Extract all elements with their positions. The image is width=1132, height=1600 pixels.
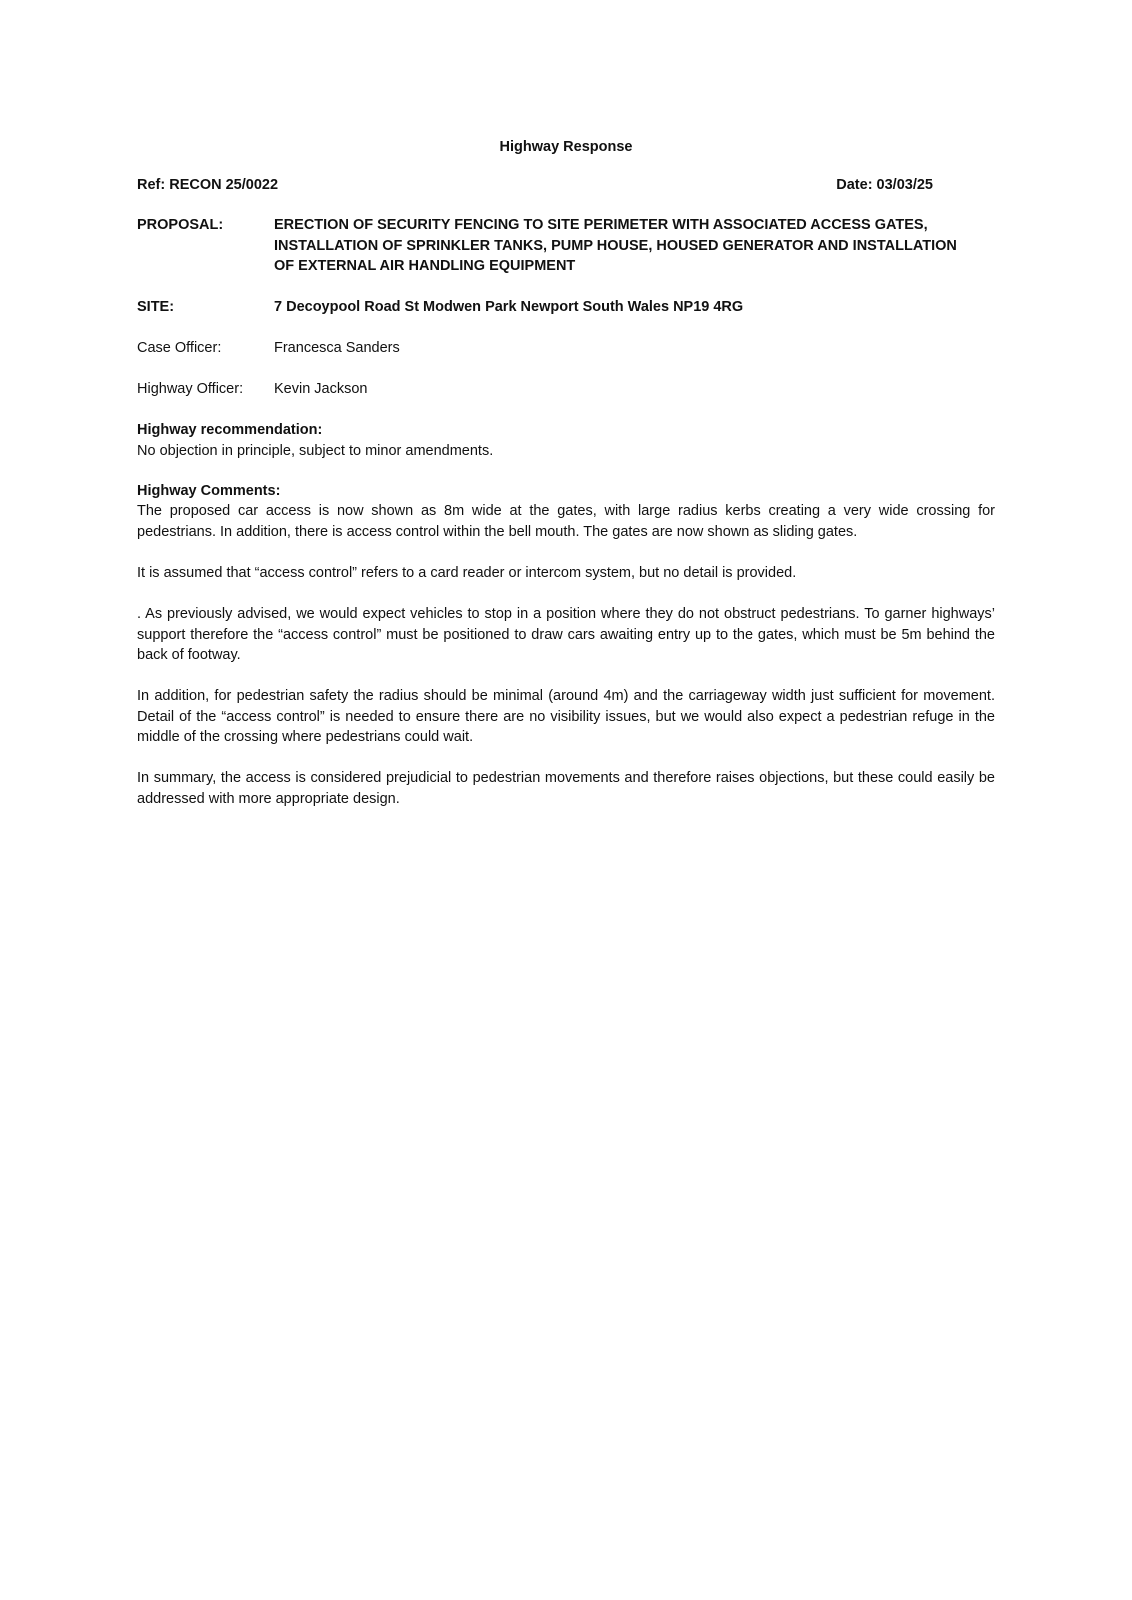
recommendation-section — [137, 420, 995, 461]
highway-officer-value: Kevin Jackson — [274, 381, 368, 397]
highway-officer-field — [137, 379, 997, 400]
proposal-field — [137, 215, 997, 277]
reference-number: Ref: RECON 25/0022 — [137, 177, 279, 193]
comment-paragraph: It is assumed that “access control” refers to a card reader or intercom system, but no detail is provided. — [137, 565, 797, 581]
site-label: SITE: — [137, 299, 175, 315]
case-officer-label: Case Officer: — [137, 340, 222, 356]
comment-paragraph: In addition, for pedestrian safety the radius should be minimal (around 4m) and the carriageway width just sufficient for movement. Detail of the “access control” is needed to ensure there are no visibility issues, but we would also expect a pedestrian refuge in the middle of the crossing where pedestrians could wait. — [137, 688, 995, 745]
highway-officer-label: Highway Officer: — [137, 381, 244, 397]
comment-paragraph: . As previously advised, we would expect vehicles to stop in a position where they do not obstruct pedestrians. To garner highways’ support therefore the “access control” must be positioned to draw cars awaiting entry up to the gates, which must be 5m behind the back of footway. — [137, 606, 995, 663]
site-value: 7 Decoypool Road St Modwen Park Newport South Wales NP19 4RG — [274, 299, 744, 315]
recommendation-heading: Highway recommendation: — [137, 422, 323, 438]
proposal-value: ERECTION OF SECURITY FENCING TO SITE PERIMETER WITH ASSOCIATED ACCESS GATES, INSTALLATION OF SPRINKLER TANKS, PUMP HOUSE, HOUSED GENERATOR AND INSTALLATION OF EXTERNAL AIR HANDLING EQUIPMENT — [274, 217, 957, 274]
document-title: Highway Response — [499, 139, 633, 155]
document-date: Date: 03/03/25 — [836, 177, 933, 193]
comment-paragraph: The proposed car access is now shown as 8m wide at the gates, with large radius kerbs creating a very wide crossing for pedestrians. In addition, there is access control within the bell mouth. The gates are now shown as sliding gates. — [137, 503, 995, 540]
comments-heading-block — [137, 481, 995, 502]
case-officer-field — [137, 338, 997, 359]
reference-row — [137, 175, 933, 196]
case-officer-value: Francesca Sanders — [274, 340, 400, 356]
comments-heading: Highway Comments: — [137, 483, 281, 499]
site-field — [137, 297, 997, 318]
recommendation-text: No objection in principle, subject to minor amendments. — [137, 442, 494, 459]
proposal-label: PROPOSAL: — [137, 217, 224, 233]
comment-paragraph: In summary, the access is considered prejudicial to pedestrian movements and therefore raises objections, but these could easily be addressed with more appropriate design. — [137, 770, 995, 807]
